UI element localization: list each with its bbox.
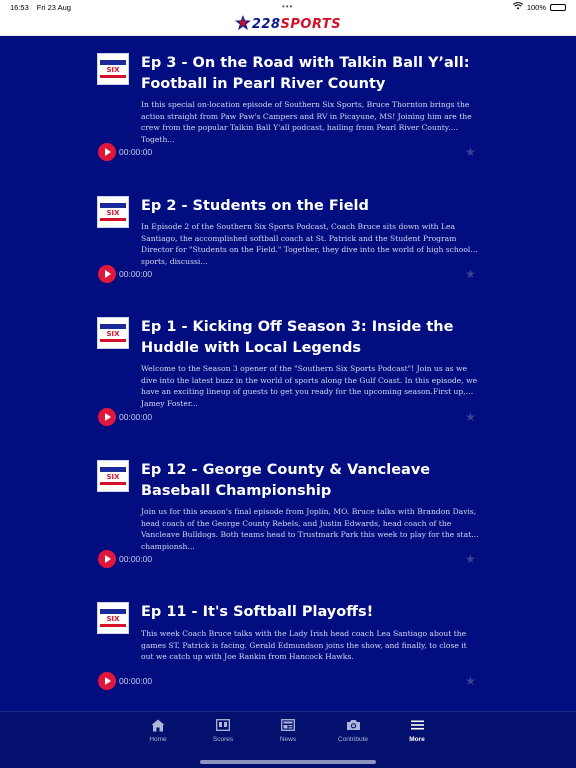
podcast-thumbnail: SIX [97,53,129,85]
episode-player [98,550,152,568]
logo-word: SPORTS [280,17,342,32]
scoreboard-icon [216,718,230,732]
battery-icon [550,4,566,11]
battery-percent: 100% [526,2,546,12]
episode-player [98,408,152,426]
status-time: 16:53 [10,2,29,12]
episode-time: 00:00:00 [119,554,153,564]
episode-title[interactable]: Ep 1 - Kicking Off Season 3: Inside the Huddle with Local Legends [141,319,454,356]
tab-scores[interactable] [193,718,253,743]
home-indicator[interactable] [200,760,376,764]
episode-player [98,265,152,283]
camera-icon [346,718,361,732]
play-button[interactable] [98,143,116,161]
favorite-star-icon[interactable]: ★ [465,410,476,424]
tab-label: Contribute [338,736,368,743]
episode-description: Welcome to the Season 3 opener of the "Southern Six Sports Podcast"! Join us as we dive into the latest buzz in the world of sports along the Gulf Coast. In this episode, we have an exciting lineup of guests to get you ready for the upcoming season.First up, Jamey Foster... [141,364,478,408]
tab-contribute[interactable] [323,718,383,743]
episode-description: In Episode 2 of the Southern Six Sports Podcast, Coach Bruce sits down with Lea Santiago, the accomplished softball coach at St. Patrick and the Student Program Director for "Students on the Field." Together, they dive into the world of high school sports, discussi... [141,222,471,266]
play-button[interactable] [98,265,116,283]
podcast-thumbnail: SIX [97,460,129,492]
tab-news[interactable] [258,718,318,743]
episode-time: 00:00:00 [119,269,153,279]
play-icon [105,413,111,421]
app-logo [235,15,341,34]
episode-description: Join us for this season's final episode from Joplin, MO. Bruce talks with Brandon Davis, head coach of the George County Rebels, and Justin Edwards, head coach of the Vancleave Bulldogs. Both teams head to Trustmark Park this week to play for the state championsh... [141,507,477,551]
episode-item[interactable] [0,460,576,580]
episode-item[interactable] [0,53,576,173]
podcast-thumbnail: SIX [97,196,129,228]
play-icon [105,555,111,563]
tab-label: Scores [212,736,234,743]
episode-item[interactable] [0,196,576,316]
bottom-tab-bar [0,711,576,768]
play-icon [105,677,111,685]
tab-label: More [409,736,425,743]
favorite-star-icon[interactable]: ★ [465,267,476,281]
tab-home[interactable] [128,718,188,743]
episode-time: 00:00:00 [119,676,153,686]
play-button[interactable] [98,672,116,690]
status-date: Fri 23 Aug [36,2,71,12]
app-header [0,14,576,36]
episode-title[interactable]: Ep 3 - On the Road with Talkin Ball Y’all: Football in Pearl River County [141,55,470,92]
episode-title[interactable]: Ep 2 - Students on the Field [141,198,369,214]
episode-feed[interactable] [0,36,576,711]
favorite-star-icon[interactable]: ★ [465,552,476,566]
episode-item[interactable] [0,602,576,722]
star-logo-icon [235,15,251,34]
episode-title[interactable]: Ep 11 - It's Softball Playoffs! [141,604,374,620]
tab-label: News [279,736,297,743]
episode-player [98,143,152,161]
episode-time: 00:00:00 [119,147,153,157]
menu-icon [411,718,424,732]
episode-description: In this special on-location episode of Southern Six Sports, Bruce Thornton brings the action straight from Paw Paw's Campers and RV in Picayune, MS! Joining him are the crew from the popular Talkin Ball Y'all podcast, hailing from Pearl River County. Togeth... [141,100,472,144]
play-icon [105,270,111,278]
multitasking-dots-icon[interactable]: ••• [282,2,294,11]
episode-title[interactable]: Ep 12 - George County & Vancleave Baseball Championship [141,462,431,499]
status-bar [0,0,576,14]
favorite-star-icon[interactable]: ★ [465,674,476,688]
logo-number: 228 [251,17,281,32]
newspaper-icon [281,718,295,732]
podcast-thumbnail: SIX [97,317,129,349]
episode-description: This week Coach Bruce talks with the Lady Irish head coach Lea Santiago about the games ST. Patrick is facing. Gerald Edmundson joins the show, and finally, to close it out we catch up with Joe Rankin from Hancock Hawks. [141,629,467,662]
home-icon [151,718,165,732]
play-button[interactable] [98,550,116,568]
tab-more[interactable] [387,718,447,743]
podcast-thumbnail: SIX [97,602,129,634]
tab-label: Home [149,736,167,743]
favorite-star-icon[interactable]: ★ [465,145,476,159]
episode-time: 00:00:00 [119,412,153,422]
episode-item[interactable] [0,317,576,437]
play-icon [105,148,111,156]
play-button[interactable] [98,408,116,426]
episode-player [98,672,152,690]
wifi-icon [513,2,523,12]
